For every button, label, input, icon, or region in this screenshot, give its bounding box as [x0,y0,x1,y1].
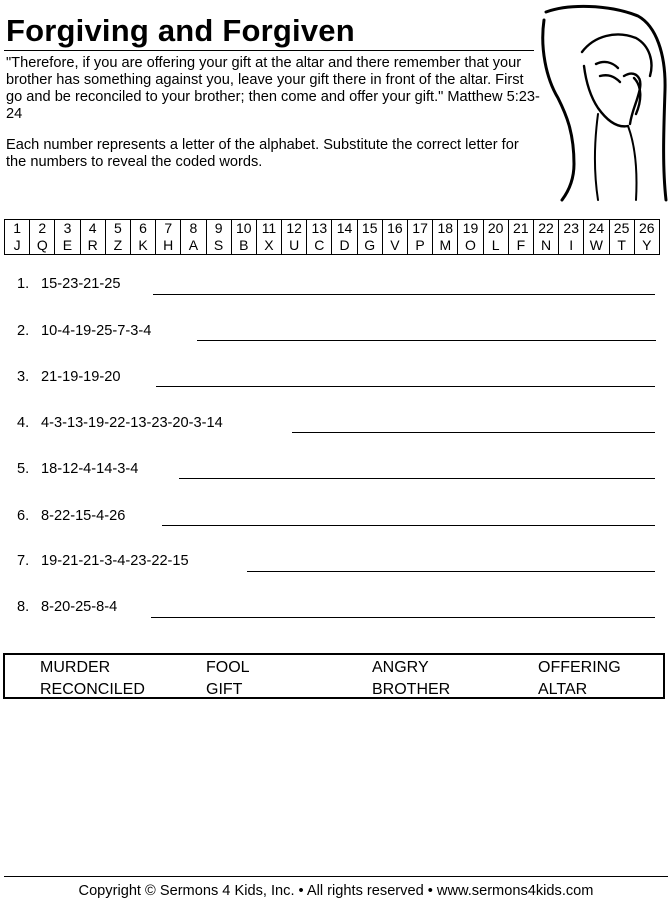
coded-word: 8-20-25-8-4 [41,599,118,615]
key-letter: D [332,237,357,255]
key-letter: S [206,237,231,255]
key-letter: T [609,237,634,255]
word-bank-word: ALTAR [538,681,588,698]
key-number: 16 [382,220,407,238]
key-letter: W [584,237,609,255]
coded-word-item [17,460,138,478]
coded-word: 18-12-4-14-3-4 [41,461,139,477]
key-number: 10 [231,220,256,238]
answer-line[interactable] [162,525,655,526]
instructions: Each number represents a letter of the alphabet. Substitute the correct letter for the numbers to reveal the coded words. [6,137,519,170]
coded-word: 21-19-19-20 [41,369,121,385]
item-number: 5. [17,461,30,477]
word-bank-word: MURDER [40,659,111,676]
key-letter: B [231,237,256,255]
page-title: Forgiving and Forgiven [6,13,355,48]
word-bank-word: FOOL [206,659,250,676]
key-number: 17 [408,220,433,238]
item-number: 7. [17,553,30,569]
key-number: 19 [458,220,483,238]
key-number: 8 [181,220,206,238]
key-letter: Z [105,237,130,255]
key-letter: K [130,237,155,255]
coded-word: 4-3-13-19-22-13-23-20-3-14 [41,415,223,431]
key-number: 1 [5,220,30,238]
key-number: 5 [105,220,130,238]
key-letter: E [55,237,80,255]
key-number: 12 [282,220,307,238]
key-letter: C [307,237,332,255]
coded-word-item [17,275,121,293]
coded-word-item [17,322,151,340]
coded-word-item [17,368,121,386]
key-letter: I [559,237,584,255]
key-letter: M [433,237,458,255]
word-bank-word: RECONCILED [40,681,145,698]
key-number: 3 [55,220,80,238]
word-bank-word: OFFERING [538,659,621,676]
coded-word: 15-23-21-25 [41,276,121,292]
coded-word: 8-22-15-4-26 [41,508,126,524]
answer-line[interactable] [292,432,655,433]
item-number: 6. [17,508,30,524]
scripture-verse: "Therefore, if you are offering your gift at the altar and there remember that your brother has something against you, leave your gift there in front of the altar. First go and be reconciled to your brother; then come and offer your gift." Matthew 5:23-24 [6,55,540,122]
key-letter: F [508,237,533,255]
key-letter: Y [634,237,659,255]
answer-line[interactable] [151,617,655,618]
copyright-footer: Copyright © Sermons 4 Kids, Inc. • All rights reserved • www.sermons4kids.com [78,883,594,899]
key-letter: Q [30,237,55,255]
key-number: 20 [483,220,508,238]
key-number: 6 [130,220,155,238]
coded-word-item [17,598,117,616]
key-letter: V [382,237,407,255]
item-number: 2. [17,323,30,339]
key-number: 25 [609,220,634,238]
item-number: 8. [17,599,30,615]
key-number: 7 [156,220,181,238]
key-number: 26 [634,220,659,238]
answer-line[interactable] [247,571,655,572]
key-number: 15 [357,220,382,238]
key-number: 2 [30,220,55,238]
key-letter: X [256,237,281,255]
key-letter: G [357,237,382,255]
answer-line[interactable] [156,386,655,387]
key-letter: L [483,237,508,255]
key-letter: R [80,237,105,255]
word-bank-word: GIFT [206,681,243,698]
coded-word-item [17,507,125,525]
coded-word-item [17,414,223,432]
key-number: 14 [332,220,357,238]
word-bank-word: ANGRY [372,659,429,676]
answer-line[interactable] [179,478,655,479]
key-number: 9 [206,220,231,238]
item-number: 4. [17,415,30,431]
key-number: 18 [433,220,458,238]
key-number: 11 [256,220,281,238]
coded-word-item [17,552,189,570]
answer-line[interactable] [153,294,655,295]
coded-word: 10-4-19-25-7-3-4 [41,323,152,339]
key-letter: J [5,237,30,255]
answer-line[interactable] [197,340,656,341]
key-number: 13 [307,220,332,238]
key-letter: U [282,237,307,255]
key-number: 23 [559,220,584,238]
item-number: 1. [17,276,30,292]
word-bank [3,653,665,699]
coded-word: 19-21-21-3-4-23-22-15 [41,553,189,569]
key-number: 4 [80,220,105,238]
key-number: 21 [508,220,533,238]
footer-divider [4,876,668,877]
item-number: 3. [17,369,30,385]
key-letter: H [156,237,181,255]
word-bank-word: BROTHER [372,681,451,698]
key-letter: N [533,237,558,255]
key-number: 24 [584,220,609,238]
key-letter: O [458,237,483,255]
key-letter: A [181,237,206,255]
key-letter: P [408,237,433,255]
key-number: 22 [533,220,558,238]
